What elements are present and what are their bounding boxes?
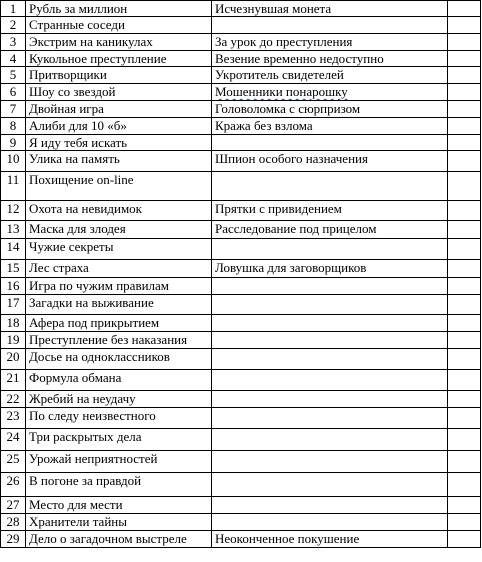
row-number: 1 — [1, 1, 26, 17]
empty-cell — [448, 370, 481, 391]
row-number: 15 — [1, 260, 26, 278]
row-number: 3 — [1, 34, 26, 51]
table-row — [1, 201, 481, 221]
title-cell: Урожай неприятностей — [26, 451, 212, 473]
paired-title-cell — [212, 295, 448, 315]
table-row — [1, 239, 481, 260]
title-cell: Похищение on-line — [26, 172, 212, 201]
paired-title-cell — [212, 408, 448, 429]
row-number: 10 — [1, 151, 26, 172]
empty-cell — [448, 349, 481, 370]
row-number: 5 — [1, 67, 26, 84]
empty-cell — [448, 531, 481, 548]
empty-cell — [448, 239, 481, 260]
empty-cell — [448, 1, 481, 17]
empty-cell — [448, 451, 481, 473]
row-number: 13 — [1, 221, 26, 239]
title-cell: Хранители тайны — [26, 514, 212, 531]
row-number: 22 — [1, 391, 26, 408]
paired-title-cell — [212, 514, 448, 531]
paired-title-cell — [212, 370, 448, 391]
empty-cell — [448, 260, 481, 278]
table-row — [1, 34, 481, 51]
paired-title-cell: Исчезнувшая монета — [212, 1, 448, 17]
title-cell: Улика на память — [26, 151, 212, 172]
empty-cell — [448, 295, 481, 315]
paired-title-cell — [212, 332, 448, 349]
empty-cell — [448, 278, 481, 295]
row-number: 27 — [1, 497, 26, 514]
row-number: 21 — [1, 370, 26, 391]
paired-title-cell — [212, 349, 448, 370]
paired-title-cell — [212, 391, 448, 408]
title-cell: Преступление без наказания — [26, 332, 212, 349]
empty-cell — [448, 51, 481, 67]
paired-title-cell — [212, 497, 448, 514]
table-row — [1, 221, 481, 239]
row-number: 25 — [1, 451, 26, 473]
paired-title-cell: За урок до преступления — [212, 34, 448, 51]
empty-cell — [448, 151, 481, 172]
empty-cell — [448, 514, 481, 531]
title-cell: Игра по чужим правилам — [26, 278, 212, 295]
paired-title-cell: Прятки с привидением — [212, 201, 448, 221]
table-row — [1, 118, 481, 135]
title-cell: Охота на невидимок — [26, 201, 212, 221]
title-cell: Три раскрытых дела — [26, 429, 212, 451]
table-row — [1, 451, 481, 473]
table-body — [1, 1, 481, 548]
row-number: 8 — [1, 118, 26, 135]
paired-title-cell — [212, 429, 448, 451]
title-cell: Чужие секреты — [26, 239, 212, 260]
row-number: 14 — [1, 239, 26, 260]
paired-title-cell: Ловушка для заговорщиков — [212, 260, 448, 278]
spellcheck-marked-text: Мошенники понарошку — [215, 84, 348, 99]
table-row — [1, 278, 481, 295]
paired-title-cell: Головоломка с сюрпризом — [212, 101, 448, 118]
row-number: 20 — [1, 349, 26, 370]
table-row — [1, 151, 481, 172]
table-row — [1, 370, 481, 391]
paired-title-cell — [212, 239, 448, 260]
title-cell: Загадки на выживание — [26, 295, 212, 315]
title-cell: Рубль за миллион — [26, 1, 212, 17]
paired-title-cell — [212, 451, 448, 473]
title-cell: Двойная игра — [26, 101, 212, 118]
title-cell: В погоне за правдой — [26, 473, 212, 497]
empty-cell — [448, 101, 481, 118]
row-number: 6 — [1, 84, 26, 101]
empty-cell — [448, 118, 481, 135]
table-row — [1, 84, 481, 101]
title-cell: Лес страха — [26, 260, 212, 278]
table-row — [1, 1, 481, 17]
title-cell: Досье на одноклассников — [26, 349, 212, 370]
row-number: 4 — [1, 51, 26, 67]
table-row — [1, 295, 481, 315]
row-number: 11 — [1, 172, 26, 201]
table-row — [1, 408, 481, 429]
title-cell: Алиби для 10 «б» — [26, 118, 212, 135]
paired-title-cell: Неоконченное покушение — [212, 531, 448, 548]
empty-cell — [448, 391, 481, 408]
empty-cell — [448, 201, 481, 221]
empty-cell — [448, 315, 481, 332]
row-number: 12 — [1, 201, 26, 221]
row-number: 16 — [1, 278, 26, 295]
table-row — [1, 51, 481, 67]
row-number: 29 — [1, 531, 26, 548]
title-cell: Кукольное преступление — [26, 51, 212, 67]
title-cell: Формула обмана — [26, 370, 212, 391]
paired-title-cell — [212, 17, 448, 34]
empty-cell — [448, 34, 481, 51]
row-number: 26 — [1, 473, 26, 497]
row-number: 2 — [1, 17, 26, 34]
empty-cell — [448, 17, 481, 34]
empty-cell — [448, 84, 481, 101]
paired-title-cell — [212, 278, 448, 295]
title-cell: Дело о загадочном выстреле — [26, 531, 212, 548]
row-number: 28 — [1, 514, 26, 531]
title-cell: Маска для злодея — [26, 221, 212, 239]
table-row — [1, 17, 481, 34]
paired-title-cell: Везение временно недоступно — [212, 51, 448, 67]
table-row — [1, 315, 481, 332]
table-row — [1, 67, 481, 84]
empty-cell — [448, 429, 481, 451]
table-row — [1, 101, 481, 118]
title-cell: Место для мести — [26, 497, 212, 514]
paired-title-cell: Расследование под прицелом — [212, 221, 448, 239]
table-row — [1, 531, 481, 548]
empty-cell — [448, 332, 481, 349]
table-row — [1, 497, 481, 514]
table-row — [1, 349, 481, 370]
paired-title-cell — [212, 315, 448, 332]
paired-title-cell: Кража без взлома — [212, 118, 448, 135]
empty-cell — [448, 172, 481, 201]
title-cell: Странные соседи — [26, 17, 212, 34]
paired-title-cell — [212, 84, 448, 101]
row-number: 9 — [1, 135, 26, 151]
row-number: 17 — [1, 295, 26, 315]
empty-cell — [448, 67, 481, 84]
table-row — [1, 514, 481, 531]
row-number: 18 — [1, 315, 26, 332]
table-row — [1, 172, 481, 201]
row-number: 23 — [1, 408, 26, 429]
empty-cell — [448, 221, 481, 239]
table-row — [1, 473, 481, 497]
row-number: 24 — [1, 429, 26, 451]
paired-title-cell — [212, 135, 448, 151]
title-cell: Я иду тебя искать — [26, 135, 212, 151]
empty-cell — [448, 473, 481, 497]
paired-title-cell: Шпион особого назначения — [212, 151, 448, 172]
title-cell: Жребий на неудачу — [26, 391, 212, 408]
title-cell: Шоу со звездой — [26, 84, 212, 101]
empty-cell — [448, 408, 481, 429]
empty-cell — [448, 497, 481, 514]
title-cell: Афера под прикрытием — [26, 315, 212, 332]
title-cell: По следу неизвестного — [26, 408, 212, 429]
row-number: 19 — [1, 332, 26, 349]
title-cell: Экстрим на каникулах — [26, 34, 212, 51]
title-cell: Притворщики — [26, 67, 212, 84]
empty-cell — [448, 135, 481, 151]
paired-title-cell — [212, 473, 448, 497]
table-row — [1, 429, 481, 451]
paired-title-cell: Укротитель свидетелей — [212, 67, 448, 84]
table-row — [1, 391, 481, 408]
table-row — [1, 135, 481, 151]
table-row — [1, 260, 481, 278]
table-row — [1, 332, 481, 349]
paired-title-cell — [212, 172, 448, 201]
row-number: 7 — [1, 101, 26, 118]
